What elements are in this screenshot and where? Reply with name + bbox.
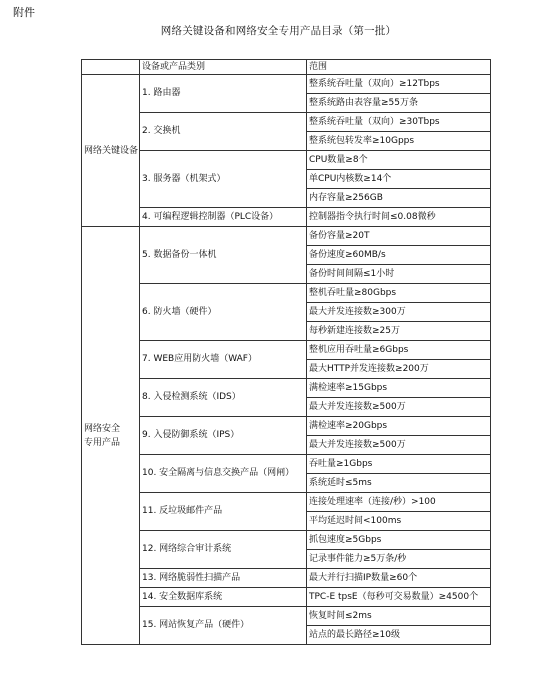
category-cell (82, 75, 140, 227)
range-cell: 最大并发连接数≥300万 (307, 303, 491, 322)
range-cell: 备份时间间隔≤1小时 (307, 265, 491, 284)
category-name-line: 网络安全 (84, 423, 121, 434)
range-cell: 整机吞吐量≥80Gbps (307, 284, 491, 303)
table-row (82, 569, 491, 588)
range-cell: 整系统路由表容量≥55万条 (307, 94, 491, 113)
product-catalog-table (81, 59, 491, 645)
product-cell: 1. 路由器 (140, 75, 307, 113)
table-row (82, 151, 491, 170)
product-cell: 6. 防火墙（硬件） (140, 284, 307, 341)
range-cell: CPU数量≥8个 (307, 151, 491, 170)
table-row (82, 531, 491, 550)
product-cell: 8. 入侵检测系统（IDS） (140, 379, 307, 417)
range-cell: 备份容量≥20T (307, 227, 491, 246)
page-title: 网络关键设备和网络安全专用产品目录（第一批） (160, 25, 397, 37)
product-cell: 10. 安全隔离与信息交换产品（网闸） (140, 455, 307, 493)
table-row (82, 588, 491, 607)
product-cell: 15. 网站恢复产品（硬件） (140, 607, 307, 645)
range-cell: 整系统吞吐量（双向）≥12Tbps (307, 75, 491, 94)
range-cell: 整系统吞吐量（双向）≥30Tbps (307, 113, 491, 132)
product-cell: 5. 数据备份一体机 (140, 227, 307, 284)
range-cell: 单CPU内核数≥14个 (307, 170, 491, 189)
range-cell: TPC-E tpsE（每秒可交易数量）≥4500个 (307, 588, 491, 607)
range-cell: 恢复时间≤2ms (307, 607, 491, 626)
category-cell (82, 227, 140, 645)
product-cell: 11. 反垃圾邮件产品 (140, 493, 307, 531)
table-row (82, 75, 491, 94)
range-cell: 最大并行扫描IP数量≥60个 (307, 569, 491, 588)
range-cell: 站点的最长路径≥10级 (307, 626, 491, 645)
product-cell: 3. 服务器（机架式） (140, 151, 307, 208)
table-body (82, 75, 491, 645)
table-row (82, 493, 491, 512)
table-row (82, 455, 491, 474)
range-cell: 备份速度≥60MB/s (307, 246, 491, 265)
range-cell: 记录事件能力≥5万条/秒 (307, 550, 491, 569)
table-row (82, 341, 491, 360)
header-product: 设备或产品类别 (140, 60, 307, 75)
product-cell: 4. 可编程逻辑控制器（PLC设备） (140, 208, 307, 227)
range-cell: 整机应用吞吐量≥6Gbps (307, 341, 491, 360)
table-row (82, 284, 491, 303)
product-cell: 12. 网络综合审计系统 (140, 531, 307, 569)
annex-label: 附件 (13, 6, 35, 19)
range-cell: 平均延迟时间<100ms (307, 512, 491, 531)
header-category (82, 60, 140, 75)
range-cell: 满检速率≥15Gbps (307, 379, 491, 398)
range-cell: 控制器指令执行时间≤0.08微秒 (307, 208, 491, 227)
range-cell: 系统延时≤5ms (307, 474, 491, 493)
range-cell: 抓包速度≥5Gbps (307, 531, 491, 550)
range-cell: 每秒新建连接数≥25万 (307, 322, 491, 341)
product-cell: 7. WEB应用防火墙（WAF） (140, 341, 307, 379)
range-cell: 吞吐量≥1Gbps (307, 455, 491, 474)
table-row (82, 227, 491, 246)
table-row (82, 607, 491, 626)
table-row (82, 379, 491, 398)
table-row (82, 113, 491, 132)
table-row (82, 208, 491, 227)
range-cell: 最大HTTP并发连接数≥200万 (307, 360, 491, 379)
range-cell: 连接处理速率（连接/秒）>100 (307, 493, 491, 512)
range-cell: 最大并发连接数≥500万 (307, 398, 491, 417)
product-cell: 13. 网络脆弱性扫描产品 (140, 569, 307, 588)
table-row (82, 417, 491, 436)
range-cell: 满检速率≥20Gbps (307, 417, 491, 436)
range-cell: 整系统包转发率≥10Gpps (307, 132, 491, 151)
table-header-row (82, 60, 491, 75)
header-range: 范围 (307, 60, 491, 75)
category-name: 网络关键设备 (84, 145, 139, 156)
range-cell: 内存容量≥256GB (307, 189, 491, 208)
product-cell: 14. 安全数据库系统 (140, 588, 307, 607)
category-name-line: 专用产品 (84, 437, 121, 448)
range-cell: 最大并发连接数≥500万 (307, 436, 491, 455)
product-cell: 9. 入侵防御系统（IPS） (140, 417, 307, 455)
product-cell: 2. 交换机 (140, 113, 307, 151)
